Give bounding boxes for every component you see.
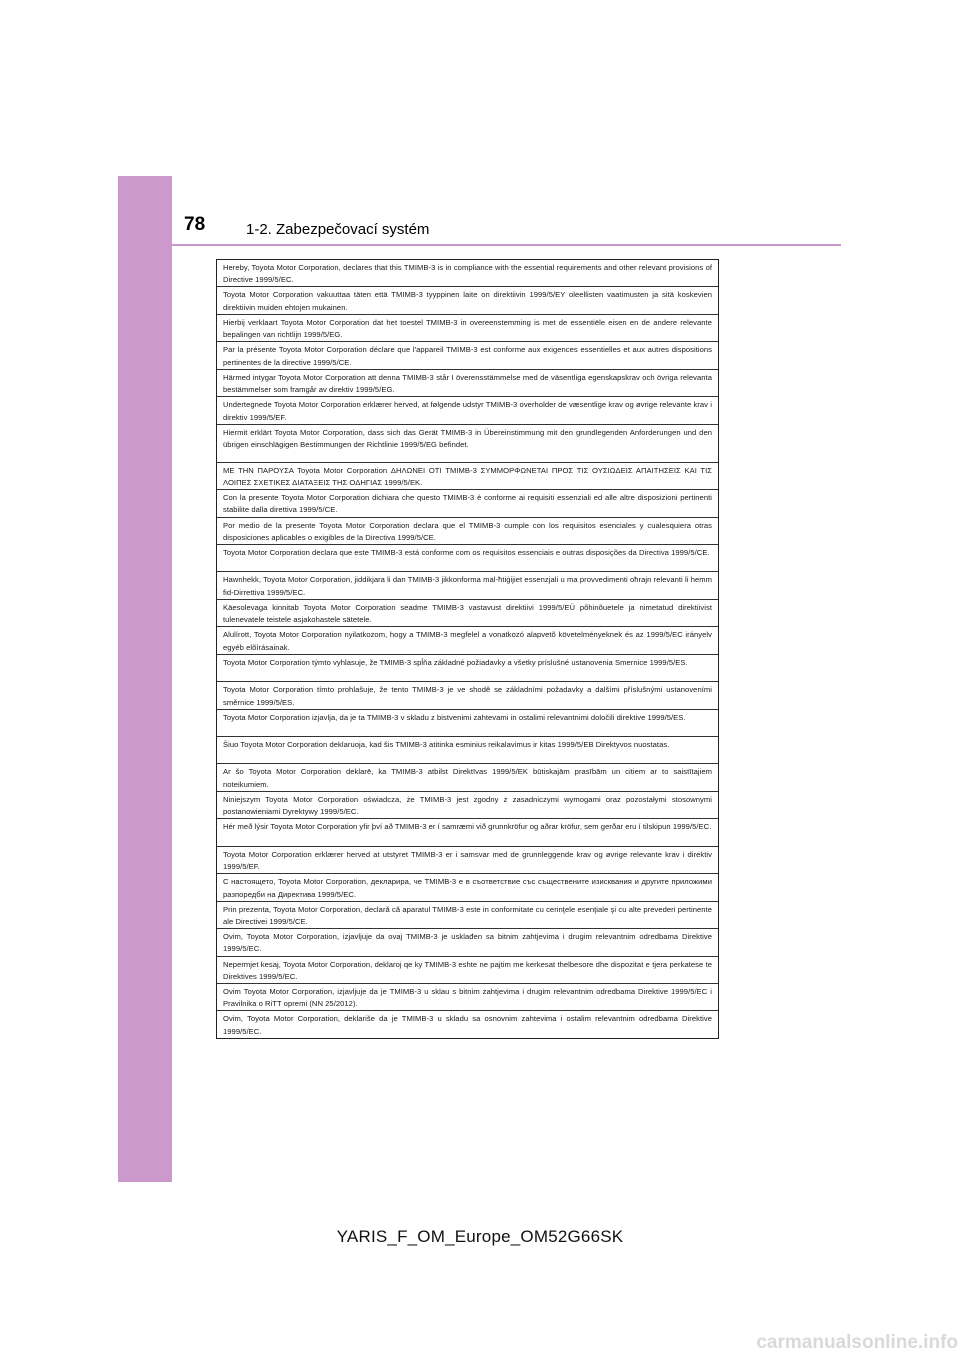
declaration-row-lt: Šiuo Toyota Motor Corporation deklaruoja, kad šis TMIMB-3 atitinka esminius reikalavimus ir kitas 1999/5/EB Direktyvos nuostatas.: [217, 737, 718, 764]
declaration-row-no: Toyota Motor Corporation erklærer herved at utstyret TMIMB-3 er i samsvar med de grunnleggende krav og øvrige relevante krav i direktiv 1999/5/EF.: [217, 847, 718, 874]
declaration-row-cs: Toyota Motor Corporation tímto prohlašuje, že tento TMIMB-3 je ve shodě se základními požadavky a dalšími příslušnými ustanoveními směrnice 1999/5/ES.: [217, 682, 718, 709]
declaration-row-es: Por medio de la presente Toyota Motor Corporation declara que el TMIMB-3 cumple con los requisitos esenciales y cualesquiera otras disposiciones aplicables o exigibles de la Directiva 1999/5/CE.: [217, 518, 718, 545]
declaration-row-da: Undertegnede Toyota Motor Corporation erklærer herved, at følgende udstyr TMIMB-3 overholder de væsentlige krav og øvrige relevante krav i direktiv 1999/5/EF.: [217, 397, 718, 424]
page-number: 78: [184, 214, 206, 235]
declaration-row-nl: Hierbij verklaart Toyota Motor Corporation dat het toestel TMIMB-3 in overeenstemming is met de essentiële eisen en de andere relevante bepalingen van richtlijn 1999/5/EG.: [217, 315, 718, 342]
declaration-row-bg: С настоящето, Toyota Motor Corporation, декларира, че TMIMB-3 е в съответствие със съществените изисквания и другите приложими разпоредби на Директива 1999/5/ЕС.: [217, 874, 718, 901]
declaration-row-sk: Toyota Motor Corporation týmto vyhlasuje, že TMIMB-3 spĺňa základné požiadavky a všetky príslušné ustanovenia Smernice 1999/5/ES.: [217, 655, 718, 682]
section-title: 1-2. Zabezpečovací systém: [246, 221, 430, 238]
declaration-row-mt: Hawnhekk, Toyota Motor Corporation, jiddikjara li dan TMIMB-3 jikkonforma mal-ħtiġijiet essenzjali u ma provvedimenti oħrajn relevanti li hemm fid-Dirrettiva 1999/5/EC.: [217, 572, 718, 599]
declaration-table: [216, 259, 719, 1039]
declaration-row-fr: Par la présente Toyota Motor Corporation déclare que l'appareil TMIMB-3 est conforme aux exigences essentielles et aux autres dispositions pertinentes de la directive 1999/5/CE.: [217, 342, 718, 369]
declaration-row-sr: Ovim, Toyota Motor Corporation, deklariše da je TMIMB-3 u skladu sa osnovnim zahtevima i ostalim relevantnim odredbama Direktive 1999/5/EC.: [223, 1014, 712, 1036]
declaration-row-fi: Toyota Motor Corporation vakuuttaa täten että TMIMB-3 tyyppinen laite on direktiivin 1999/5/EY oleellisten vaatimusten ja sitä koskevien direktiivin muiden ehtojen mukainen.: [217, 287, 718, 314]
declaration-row-sq: Nepermjet kesaj, Toyota Motor Corporation, deklaroj qe ky TMIMB-3 eshte ne pajtim me kerkesat thelbesore dhe dispozitat e tjera perkatese te Direktives 1999/5/EC.: [217, 957, 718, 984]
declaration-row-et: Käesolevaga kinnitab Toyota Motor Corporation seadme TMIMB-3 vastavust direktiivi 1999/5/EÜ põhinõuetele ja nimetatud direktiivist tulenevatele teistele asjakohastele sätetele.: [217, 600, 718, 627]
declaration-row-hu: Alulírott, Toyota Motor Corporation nyilatkozom, hogy a TMIMB-3 megfelel a vonatkozó alapvetõ követelményeknek és az 1999/5/EC irányelv egyéb elõírásainak.: [217, 627, 718, 654]
declaration-row-hr: Ovim Toyota Motor Corporation, izjavljuje da je TMIMB-3 u sklau s bitnim zahtjevima i drugim relevantnim odredbama Direktive 1999/5/EC i Pravilnika o RiTT opremi (NN 25/2012).: [217, 984, 718, 1011]
document-code: YARIS_F_OM_Europe_OM52G66SK: [336, 1227, 624, 1246]
declaration-row-ro: Prin prezenta, Toyota Motor Corporation, declară că aparatul TMIMB-3 este in conformitate cu cerinţele esenţiale şi cu alte prevederi pertinente ale Directivei 1999/5/CE.: [217, 902, 718, 929]
watermark: carmanualsonline.info: [756, 1332, 958, 1353]
header-rule: [172, 244, 841, 246]
declaration-row-it: Con la presente Toyota Motor Corporation dichiara che questo TMIMB-3 è conforme ai requisiti essenziali ed alle altre disposizioni pertinenti stabilite dalla direttiva 1999/5/CE.: [217, 490, 718, 517]
declaration-row-de: Hiermit erklärt Toyota Motor Corporation, dass sich das Gerät TMIMB-3 in Übereinstimmung mit den grundlegenden Anforderungen und den übrigen einschlägigen Bestimmungen der Richtlinie 1999/5/EG befindet.: [217, 425, 718, 463]
declaration-row-en: Hereby, Toyota Motor Corporation, declares that this TMIMB-3 is in compliance with the essential requirements and other relevant provisions of Directive 1999/5/EC.: [217, 260, 718, 287]
declaration-row-sv: Härmed intygar Toyota Motor Corporation att denna TMIMB-3 står I överensstämmelse med de väsentliga egenskapskrav och övriga relevanta bestämmelser som framgår av direktiv 1999/5/EG.: [217, 370, 718, 397]
declaration-row-sl: Toyota Motor Corporation izjavlja, da je ta TMIMB-3 v skladu z bistvenimi zahtevami in ostalimi relevantnimi določili direktive 1999/5/ES.: [217, 710, 718, 737]
declaration-row-pt: Toyota Motor Corporation declara que este TMIMB-3 está conforme com os requisitos essenciais e outras disposições da Directiva 1999/5/CE.: [217, 545, 718, 572]
declaration-row-lv: Ar šo Toyota Motor Corporation deklarē, ka TMIMB-3 atbilst Direktīvas 1999/5/EK būtiskajām prasībām un citiem ar to saistītajiem noteikumiem.: [217, 764, 718, 791]
declaration-row-pl: Niniejszym Toyota Motor Corporation oświadcza, że TMIMB-3 jest zgodny z zasadniczymi wymogami oraz pozostałymi stosownymi postanowieniami Dyrektywy 1999/5/EC.: [217, 792, 718, 819]
declaration-row-el: ΜΕ ΤΗΝ ΠΑΡΟΥΣΑ Toyota Motor Corporation ΔΗΛΩΝΕΙ ΟΤΙ TMIMB-3 ΣΥΜΜΟΡΦΩΝΕΤΑΙ ΠΡΟΣ ΤΙΣ ΟΥΣΙΩΔΕΙΣ ΑΠΑΙΤΗΣΕΙΣ ΚΑΙ ΤΙΣ ΛΟΙΠΕΣ ΣΧΕΤΙΚΕΣ ΔΙΑΤΑΞΕΙΣ ΤΗΣ ΟΔΗΓΙΑΣ 1999/5/ΕΚ.: [217, 463, 718, 490]
declaration-row-is: Hér með lýsir Toyota Motor Corporation yfir því að TMIMB-3 er í samræmi við grunnkröfur og aðrar kröfur, sem gerðar eru í tilskipun 1999/5/EC.: [217, 819, 718, 846]
declaration-row-bs: Ovim, Toyota Motor Corporation, izjavljuje da ovaj TMIMB-3 je usklađen sa bitnim zahtjevima i drugim relevantnim odredbama Direktive 1999/5/EC.: [217, 929, 718, 956]
chapter-side-band: [118, 176, 172, 1182]
